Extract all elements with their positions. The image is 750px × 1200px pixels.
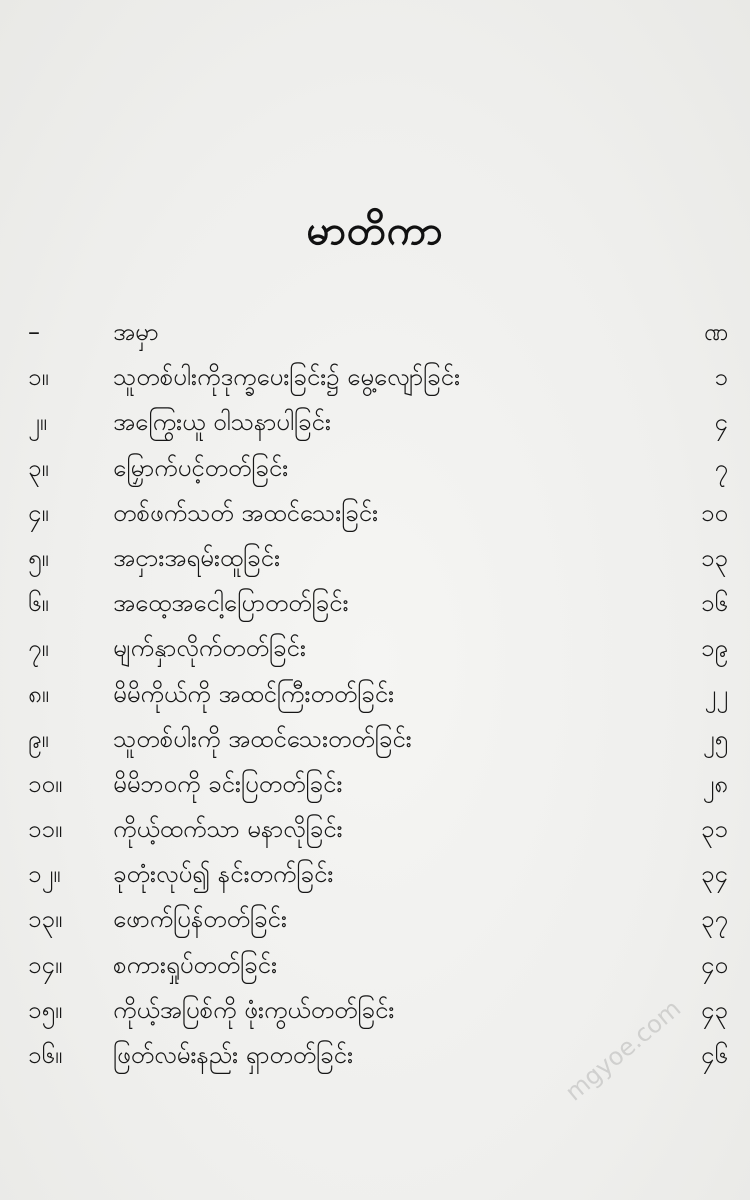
- toc-row: [0, 355, 750, 400]
- page-number: ၄၃: [701, 995, 728, 1024]
- watermark: mgyoe.com: [560, 994, 687, 1107]
- toc-row: [0, 897, 750, 942]
- chapter-number: ၁၅။: [28, 995, 63, 1024]
- chapter-number: ၃။: [28, 453, 49, 482]
- chapter-title: စကားရှုပ်တတ်ခြင်း: [113, 950, 278, 979]
- page-number: ၁: [714, 363, 728, 392]
- toc-row: [0, 717, 750, 762]
- chapter-title: မိမိဘဝကို ခင်းပြတတ်ခြင်း: [113, 769, 343, 798]
- chapter-number: –: [28, 318, 40, 346]
- page-number: ၃၄: [701, 860, 728, 889]
- toc-row: [0, 446, 750, 491]
- page-number: ၁၀: [701, 498, 728, 527]
- chapter-title: အမှာ: [113, 318, 159, 346]
- chapter-number: ၁၀။: [28, 769, 63, 798]
- table-of-contents: [0, 310, 750, 1078]
- chapter-title: အငှားအရမ်းထူခြင်း: [113, 543, 281, 572]
- chapter-number: ၁၃။: [28, 905, 63, 934]
- page-number: ၃၇: [701, 905, 728, 934]
- chapter-number: ၁၆။: [28, 1041, 63, 1069]
- chapter-number: ၁၂။: [28, 860, 61, 889]
- page-number: ၁၃: [701, 543, 728, 572]
- chapter-title: သူတစ်ပါးကို အထင်သေးတတ်ခြင်း: [113, 724, 412, 753]
- toc-row: [0, 400, 750, 445]
- chapter-number: ၈။: [28, 679, 49, 708]
- chapter-number: ၄။: [28, 498, 49, 527]
- toc-row: [0, 852, 750, 897]
- chapter-number: ၇။: [28, 634, 49, 663]
- page-number: ၄၀: [701, 950, 728, 979]
- page-number: ၂၅: [702, 724, 728, 753]
- page-number: ၂၂: [704, 679, 728, 708]
- page-number: ဏ: [703, 318, 728, 346]
- chapter-number: ၉။: [28, 724, 49, 753]
- chapter-title: မိမိကိုယ်ကို အထင်ကြီးတတ်ခြင်း: [113, 679, 395, 708]
- toc-row: [0, 807, 750, 852]
- chapter-title: အကြွေးယူ ဝါသနာပါခြင်း: [113, 408, 331, 437]
- chapter-title: မြှောက်ပင့်တတ်ခြင်း: [113, 453, 289, 482]
- toc-row: [0, 672, 750, 717]
- chapter-number: ၂။: [28, 408, 48, 437]
- toc-row: [0, 943, 750, 988]
- chapter-title: အထေ့အငေါ့ပြောတတ်ခြင်း: [113, 589, 349, 618]
- page-number: ၄: [714, 408, 728, 437]
- chapter-number: ၁။: [28, 363, 49, 392]
- toc-row: [0, 536, 750, 581]
- toc-row: [0, 491, 750, 536]
- page-number: ၁၆: [701, 589, 728, 618]
- page-number: ၇: [714, 453, 728, 482]
- chapter-title: တစ်ဖက်သတ် အထင်သေးခြင်း: [113, 498, 379, 527]
- chapter-number: ၁၄။: [28, 950, 63, 979]
- toc-row: [0, 310, 750, 355]
- page-number: ၂၈: [702, 769, 728, 798]
- toc-row: [0, 762, 750, 807]
- chapter-title: သူတစ်ပါးကိုဒုက္ခပေးခြင်း၌ မွေ့လျော်ခြင်း: [113, 363, 461, 392]
- page-number: ၄၆: [701, 1041, 728, 1069]
- chapter-title: ဖောက်ပြန်တတ်ခြင်း: [113, 905, 287, 934]
- page-number: ၁၉: [701, 634, 728, 663]
- chapter-title: ဖြတ်လမ်းနည်း ရှာတတ်ခြင်း: [113, 1041, 354, 1069]
- chapter-title: မျက်နှာလိုက်တတ်ခြင်း: [113, 634, 306, 663]
- chapter-title: ကိုယ့်အပြစ်ကို ဖုံးကွယ်တတ်ခြင်း: [113, 995, 395, 1024]
- chapter-title: ကိုယ့်ထက်သာ မနာလိုခြင်း: [113, 815, 343, 844]
- chapter-number: ၁၁။: [28, 815, 63, 844]
- toc-row: [0, 581, 750, 626]
- page-number: ၃၁: [701, 815, 728, 844]
- page-title: မာတိကာ: [306, 208, 444, 254]
- chapter-title: ခုတုံးလုပ်၍ နင်းတက်ခြင်း: [113, 860, 334, 889]
- chapter-number: ၅။: [28, 543, 49, 572]
- toc-row: [0, 626, 750, 671]
- chapter-number: ၆။: [28, 589, 49, 618]
